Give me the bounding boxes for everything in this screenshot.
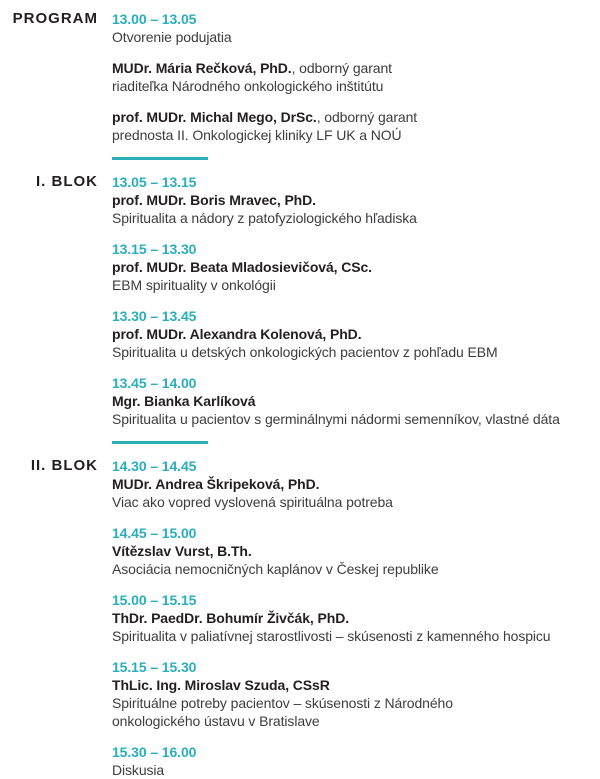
agenda-item-time: 15.30 – 16.00	[112, 744, 197, 760]
section-label-block-1: I. BLOK	[36, 173, 98, 190]
agenda-item-time: 15.15 – 15.30	[112, 659, 197, 675]
speaker-position: riaditeľka Národného onkologického inštitútu	[112, 78, 384, 94]
agenda-item-time: 14.45 – 15.00	[112, 525, 197, 541]
speaker-name: MUDr. Mária Rečková, PhD.	[112, 60, 292, 76]
talk-title: Viac ako vopred vyslovená spirituálna potreba	[112, 494, 393, 510]
section-divider	[112, 157, 208, 160]
agenda-item	[112, 307, 600, 361]
agenda-item-time: 13.05 – 13.15	[112, 174, 197, 190]
speaker-line	[112, 475, 600, 493]
speaker-line	[112, 258, 600, 276]
section-label-block-2: II. BLOK	[30, 457, 98, 474]
speaker-role-suffix: , odborný garant	[316, 109, 418, 125]
agenda-item	[112, 658, 600, 730]
agenda-item	[112, 591, 600, 645]
speaker-name: Mgr. Bianka Karlíková	[112, 393, 256, 409]
speaker-line	[112, 325, 600, 343]
talk-title: Spiritualita u pacientov s germinálnymi nádormi semenníkov, vlastné dáta	[112, 411, 560, 427]
agenda-item-time: 13.45 – 14.00	[112, 375, 197, 391]
agenda-item	[112, 374, 600, 428]
agenda-item	[112, 108, 600, 144]
speaker-line	[112, 59, 600, 77]
label-column	[10, 10, 98, 28]
agenda-item-time: 15.00 – 15.15	[112, 592, 197, 608]
speaker-line	[112, 676, 600, 694]
section-program	[10, 10, 600, 173]
speaker-name: ThLic. Ing. Miroslav Szuda, CSsR	[112, 677, 330, 693]
speaker-name: MUDr. Andrea Škripeková, PhD.	[112, 476, 320, 492]
content-column	[112, 10, 600, 173]
speaker-line	[112, 191, 600, 209]
agenda-item-time: 14.30 – 14.45	[112, 458, 197, 474]
talk-title: Spiritualita u detských onkologických pacientov z pohľadu EBM	[112, 344, 498, 360]
agenda-item	[112, 524, 600, 578]
agenda-item	[112, 457, 600, 511]
talk-title: Spiritualita v paliatívnej starostlivosti – skúsenosti z kamenného hospicu	[112, 628, 551, 644]
section-divider	[112, 441, 208, 444]
speaker-line	[112, 392, 600, 410]
agenda-item	[112, 59, 600, 95]
speaker-name: prof. MUDr. Beata Mladosievičová, CSc.	[112, 259, 372, 275]
speaker-line	[112, 542, 600, 560]
content-column	[112, 173, 600, 457]
speaker-line	[112, 108, 600, 126]
agenda-item-description: Otvorenie podujatia	[112, 29, 232, 45]
agenda-item-time: 13.00 – 13.05	[112, 11, 197, 27]
section-block-1	[10, 173, 600, 457]
section-block-2	[10, 457, 600, 779]
speaker-role-suffix: , odborný garant	[291, 60, 392, 76]
agenda-item	[112, 743, 600, 779]
agenda-item-description: Diskusia	[112, 762, 165, 778]
speaker-line	[112, 609, 600, 627]
speaker-name: prof. MUDr. Boris Mravec, PhD.	[112, 192, 316, 208]
label-column	[10, 173, 98, 191]
content-column	[112, 457, 600, 779]
speaker-name: Vítězslav Vurst, B.Th.	[112, 543, 252, 559]
talk-title-line-2: onkologického ústavu v Bratislave	[112, 713, 320, 729]
speaker-name: ThDr. PaedDr. Bohumír Živčák, PhD.	[112, 610, 349, 626]
talk-title: EBM spirituality v onkológii	[112, 277, 276, 293]
talk-title: Asociácia nemocničných kaplánov v Českej republike	[112, 561, 439, 577]
agenda-item	[112, 173, 600, 227]
agenda-item-time: 13.30 – 13.45	[112, 308, 197, 324]
speaker-name: prof. MUDr. Michal Mego, DrSc.	[112, 109, 317, 125]
agenda-item-time: 13.15 – 13.30	[112, 241, 197, 257]
talk-title: Spiritualita a nádory z patofyziologického hľadiska	[112, 210, 417, 226]
speaker-position: prednosta II. Onkologickej kliniky LF UK a NOÚ	[112, 127, 402, 143]
speaker-name: prof. MUDr. Alexandra Kolenová, PhD.	[112, 326, 362, 342]
talk-title: Spirituálne potreby pacientov – skúsenosti z Národného	[112, 695, 453, 711]
agenda-item	[112, 10, 600, 46]
section-label-program: PROGRAM	[12, 10, 98, 27]
label-column	[10, 457, 98, 475]
agenda-item	[112, 240, 600, 294]
